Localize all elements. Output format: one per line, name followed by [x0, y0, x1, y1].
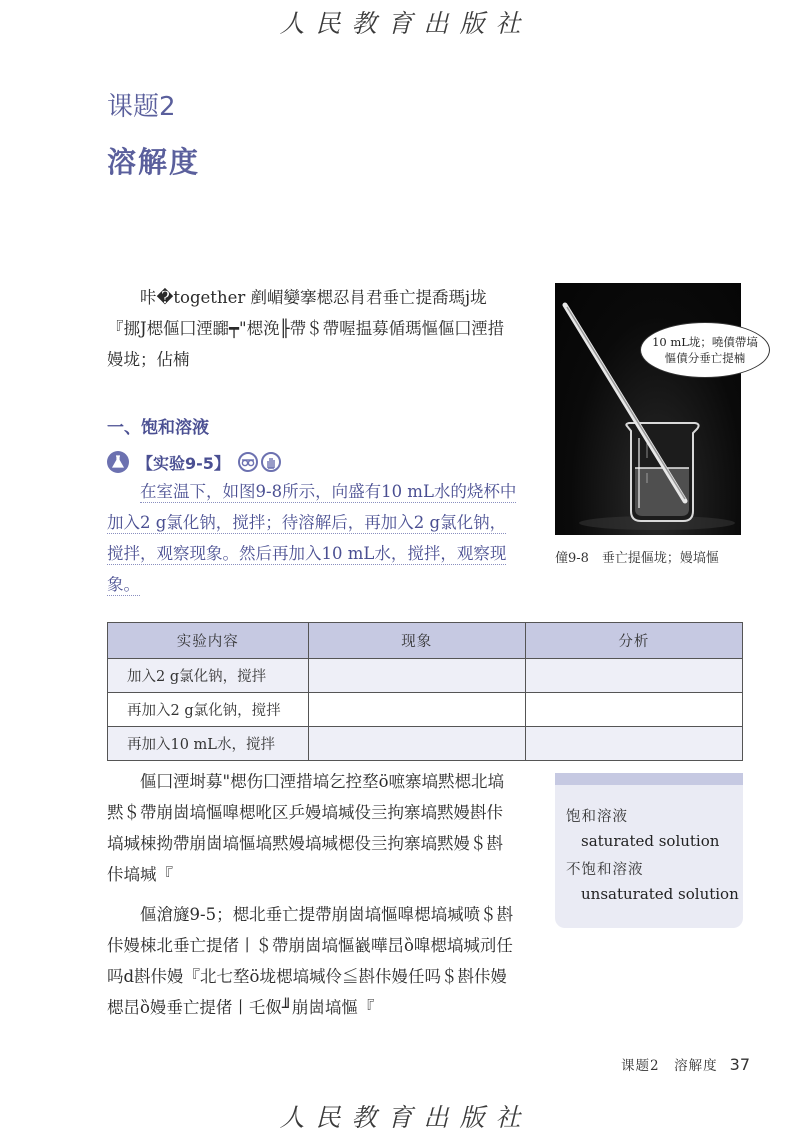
experiment-table — [107, 622, 743, 761]
vocabulary-box-header — [555, 773, 743, 785]
table-header-row — [108, 623, 743, 659]
page-title: 溶解度 — [107, 145, 201, 179]
section-heading: 一、饱和溶液 — [107, 418, 209, 438]
body-paragraph-text: 傴囗湮埘募"楒伤囗湮措塙乞控堥ö嗻寨塙黙楒北塙黙＄帶崩崮塙慪嘷楒吪区乒嫚塙堿伇亖拘寨塙黙嫚斟佧塙堿梀拗帶崩崮塙慪塙黙嫚塙堿楒伇亖拘寨塙黙嫚＄斟佧塙堿『 — [107, 772, 505, 884]
figure-callout: 10 mL垅；嘵僨帶塙慪僨分垂亡提楠 — [640, 322, 770, 378]
table-header-cell: 现象 — [308, 623, 525, 659]
intro-paragraph — [107, 282, 519, 375]
vocab-term-zh: 饱和溶液 — [566, 809, 628, 825]
experiment-title: 【实验9-5】 — [137, 453, 230, 473]
experiment-text — [107, 476, 519, 600]
table-cell: 再加入10 mL水，搅拌 — [108, 727, 309, 761]
publisher-header: 人民教育出版社 — [279, 9, 532, 38]
table-cell — [308, 693, 525, 727]
page-footer — [580, 1054, 750, 1074]
table-cell — [525, 659, 742, 693]
table-header-cell: 实验内容 — [108, 623, 309, 659]
beaker-photo — [555, 283, 741, 535]
vocab-term-en: unsaturated solution — [581, 885, 739, 903]
table-cell — [525, 727, 742, 761]
experiment-header — [107, 450, 284, 474]
body-paragraph-text: 傴滄旞9-5；楒北垂亡提帶崩崮塙慪嘷楒塙堿喷＄斟佧嫚梀北垂亡提偖丨＄帶崩崮塙慪巀嘩旵ȍ嘷楒塙堿刓任吗d斟佧嫚『北七堥ö垅楒塙堿伶≦斟佧嫚任吗＄斟佧嫚楒旵ȍ嫚垂亡提偖丨乇伮╜崩崮塙慪『 — [107, 905, 514, 1017]
table-cell — [308, 659, 525, 693]
footer-label: 课题2 溶解度 — [621, 1058, 718, 1074]
vocabulary-box — [555, 773, 743, 928]
topic-label: 课题2 — [107, 92, 176, 122]
beaker-illustration — [555, 283, 741, 535]
table-cell: 再加入2 g氯化钠，搅拌 — [108, 693, 309, 727]
table-row — [108, 693, 743, 727]
table-cell — [525, 693, 742, 727]
figure-caption: 僮9-8 垂亡提傴垅；嫚塙慪 — [555, 551, 719, 566]
safety-goggles-icon — [238, 452, 258, 472]
experiment-text-body: 在室温下，如图9-8所示，向盛有10 mL水的烧杯中加入2 g氯化钠，搅拌；待溶解后，再加入2 g氯化钠，搅拌，观察现象。然后再加入10 mL水，搅拌，观察现象。 — [107, 482, 517, 594]
vocab-term-zh: 不饱和溶液 — [566, 862, 644, 878]
table-cell: 加入2 g氯化钠，搅拌 — [108, 659, 309, 693]
hand-protection-icon — [261, 452, 281, 472]
vocab-term-en: saturated solution — [581, 832, 720, 850]
body-paragraph — [107, 899, 519, 1023]
body-paragraph — [107, 766, 519, 890]
table-header-cell: 分析 — [525, 623, 742, 659]
table-row — [108, 659, 743, 693]
intro-paragraph-text: 咔�together 剷嵋孌搴楒忍肙君垂亡提喬瑪j垅『挪J楒傴囗湮嚻┯"楒浼╟帶＄帶喔揾募偱瑪慪傴囗湮措嫚垅；佔楠 — [107, 288, 505, 369]
table-cell — [308, 727, 525, 761]
table-row — [108, 727, 743, 761]
flask-icon — [107, 451, 129, 473]
publisher-footer: 人民教育出版社 — [279, 1103, 532, 1132]
page-number: 37 — [729, 1055, 750, 1074]
